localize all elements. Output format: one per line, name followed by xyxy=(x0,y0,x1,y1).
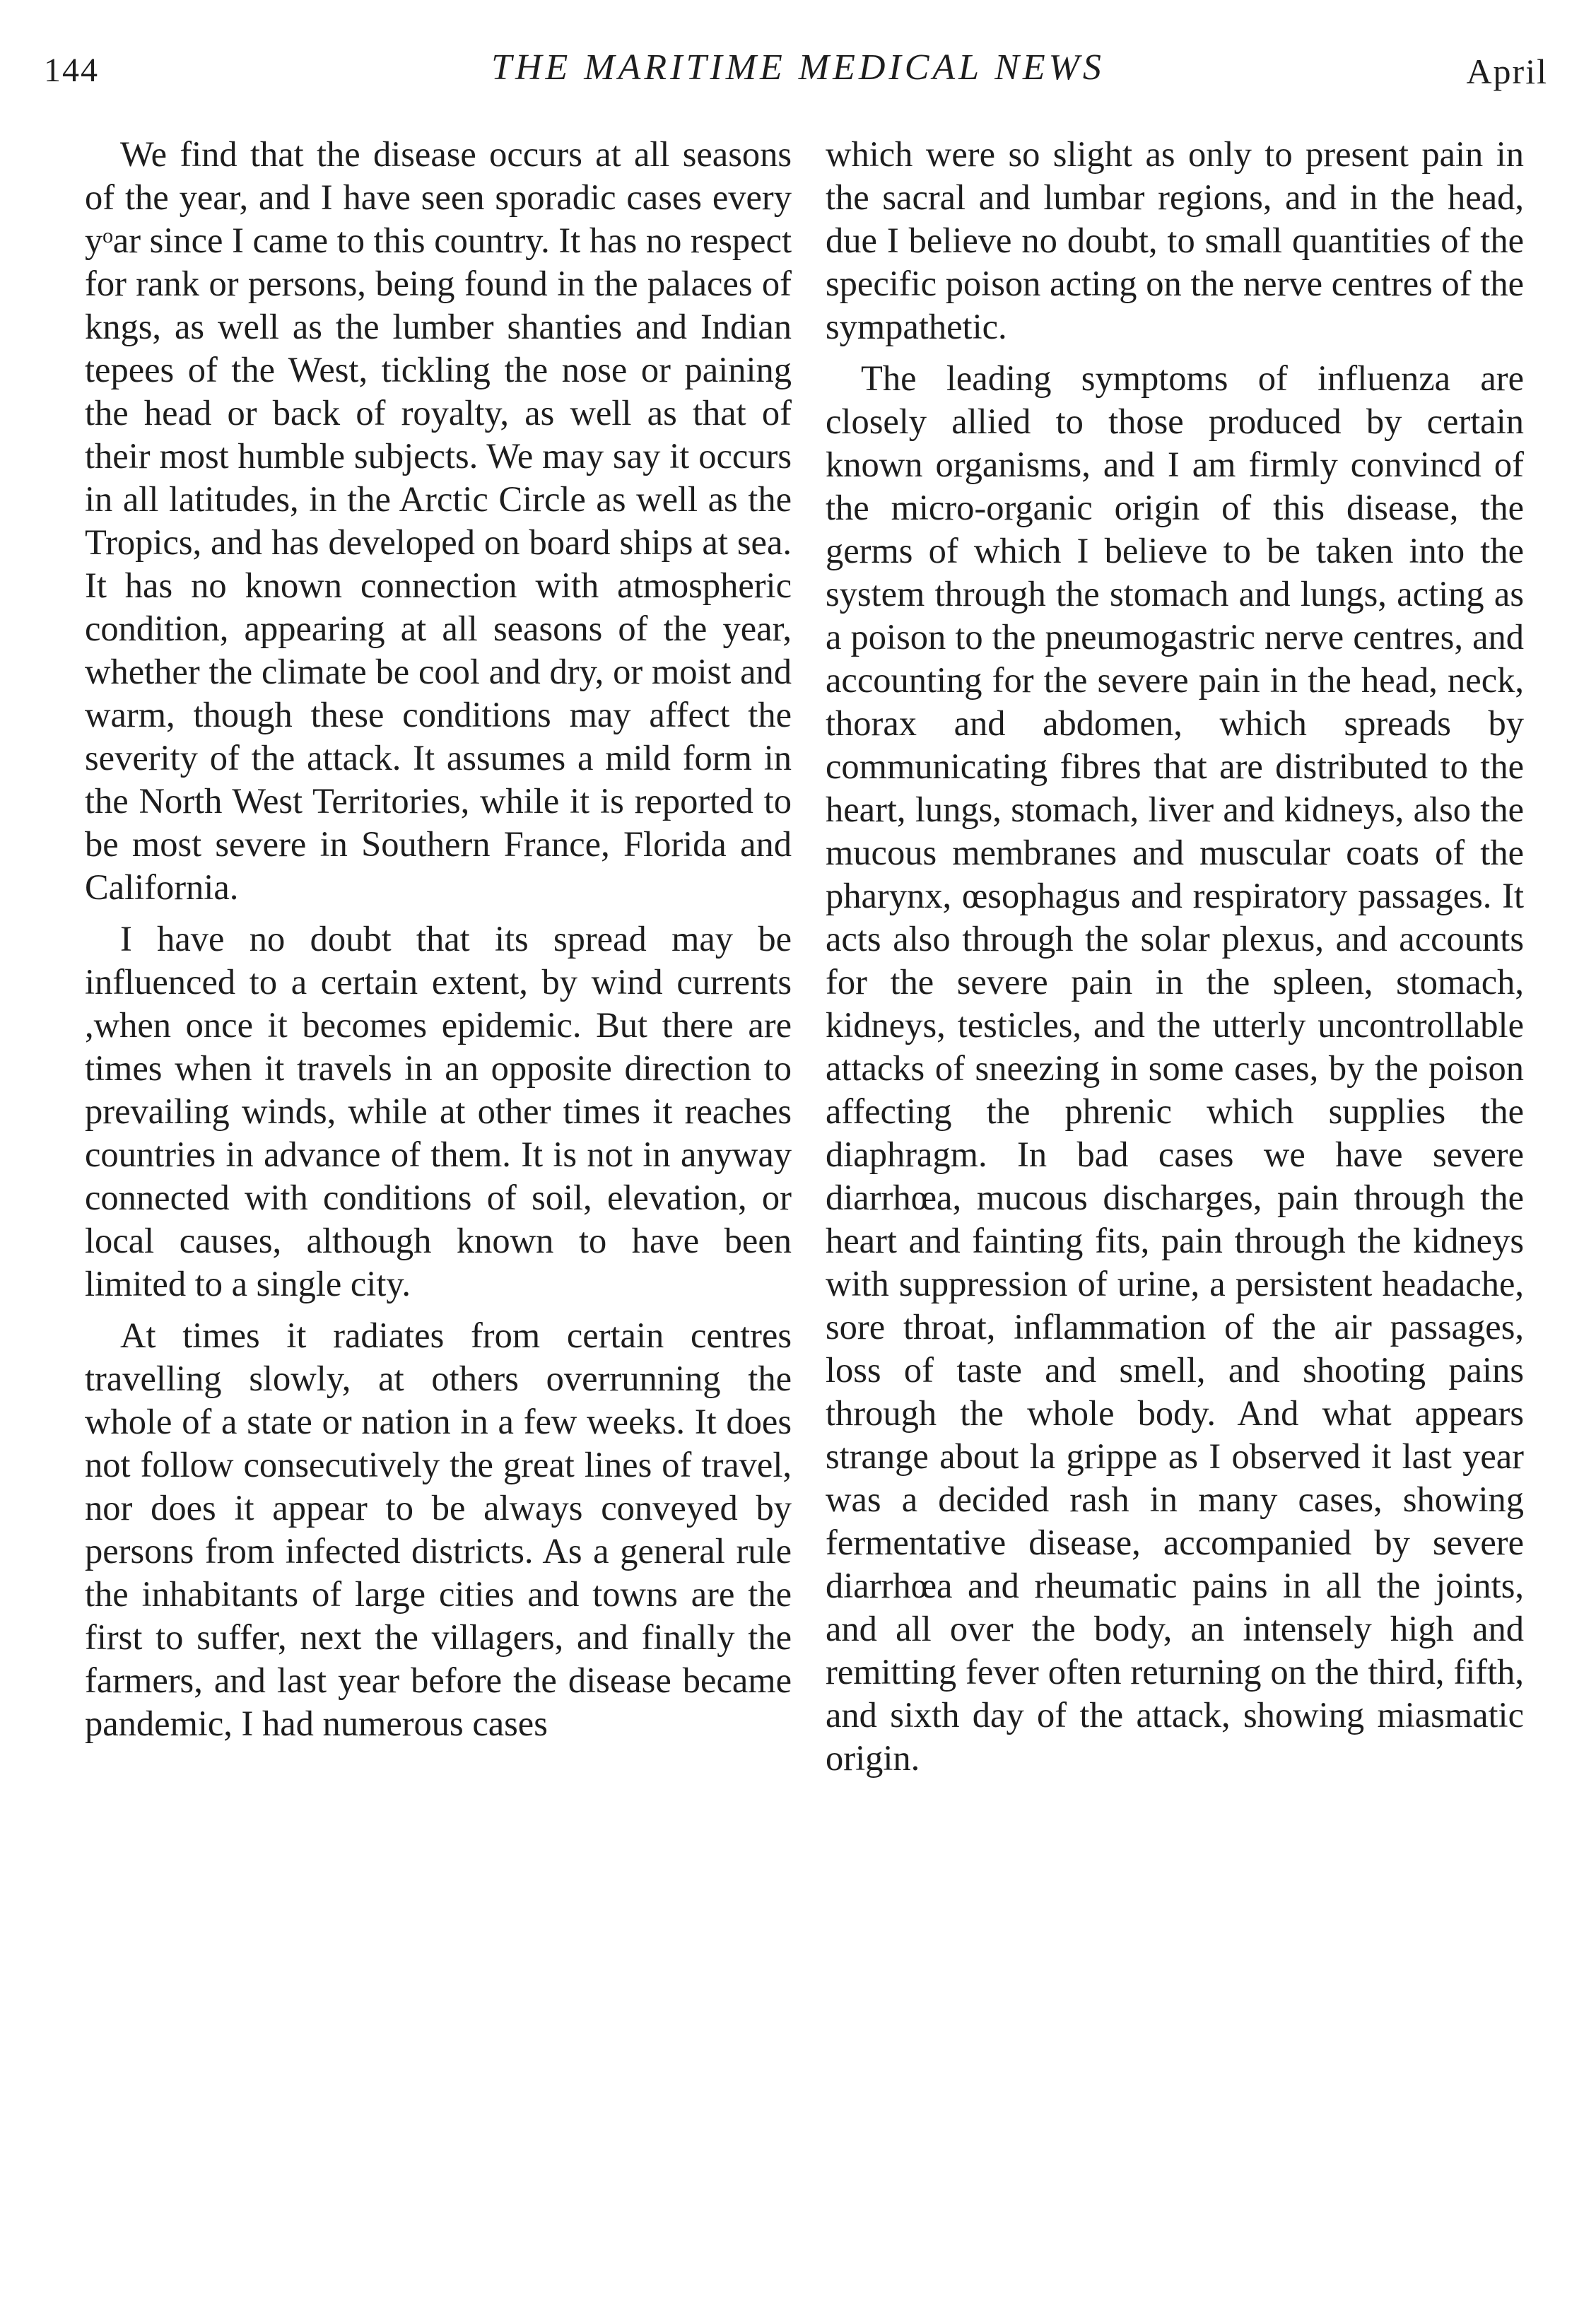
page-number: 144 xyxy=(44,52,99,89)
right-column xyxy=(826,133,1524,1788)
paragraph: We find that the disease occurs at all seasons of the year, and I have seen sporadic cases every yᵒar since I came to this country. It has no respect for rank or persons, being found in the palaces of kngs, as well as the lumber shanties and Indian tepees of the West, tickling the nose or paining the head or back of royalty, as well as that of their most humble subjects. We may say it occurs in all latitudes, in the Arctic Circle as well as the Tropics, and has developed on board ships at sea. It has no known connection with atmospheric condition, appearing at all seasons of the year, whether the climate be cool and dry, or moist and warm, though these conditions may affect the severity of the attack. It assumes a mild form in the North West Territories, while it is reported to be most severe in Southern France, Florida and California. xyxy=(85,134,792,907)
running-header xyxy=(0,44,1596,107)
journal-title: THE MARITIME MEDICAL NEWS xyxy=(491,47,1105,88)
paragraph: At times it radiates from certain centres travelling slowly, at others overrunning the whole of a state or nation in a few weeks. It does not follow consecutively the great lines of travel, nor does it appear to be always conveyed by persons from infected districts. As a general rule the inhabitants of large cities and towns are the first to suffer, next the villagers, and finally the farmers, and last year before the disease became pandemic, I had numerous cases xyxy=(85,1316,792,1743)
paragraph-continued: which were so slight as only to present pain in the sacral and lumbar regions, and in the head, due I believe no doubt, to small quantities of the specific poison acting on the nerve centres of the sympathetic. xyxy=(826,134,1524,346)
paragraph: I have no doubt that its spread may be influenced to a certain extent, by wind currents ,when once it becomes epidemic. But there are times when it travels in an opposite direction to prevailing winds, while at other times it reaches countries in advance of them. It is not in anyway connected with conditions of soil, elevation, or local causes, although known to have been limited to a single city. xyxy=(85,919,792,1303)
issue-month: April xyxy=(1466,52,1548,91)
paragraph: The leading symptoms of influenza are closely allied to those produced by certain known organisms, and I am firmly convincd of the micro-organic origin of this disease, the germs of which I believe to be taken into the system through the stomach and lungs, acting as a poison to the pneumogastric nerve centres, and accounting for the severe pain in the head, neck, thorax and abdomen, which spreads by communicating fibres that are distributed to the heart, lungs, stomach, liver and kidneys, also the mucous membranes and muscular coats of the pharynx, œsophagus and respiratory passages. It acts also through the solar plexus, and accounts for the severe pain in the spleen, stomach, kidneys, testicles, and the utterly uncontrollable attacks of sneezing in some cases, by the poison affecting the phrenic which supplies the diaphragm. In bad cases we have severe diarrhœa, mucous discharges, pain through the heart and fainting fits, pain through the kidneys with suppression of urine, a persistent headache, sore throat, inflammation of the air passages, loss of taste and smell, and shooting pains through the whole body. And what appears strange about la grippe as I observed it last year was a decided rash in many cases, showing fermentative disease, accompanied by severe diarrhœa and rheumatic pains in all the joints, and all over the body, an intensely high and remitting fever often returning on the third, fifth, and sixth day of the attack, showing miasmatic origin. xyxy=(826,358,1524,1778)
left-column xyxy=(85,133,792,1754)
